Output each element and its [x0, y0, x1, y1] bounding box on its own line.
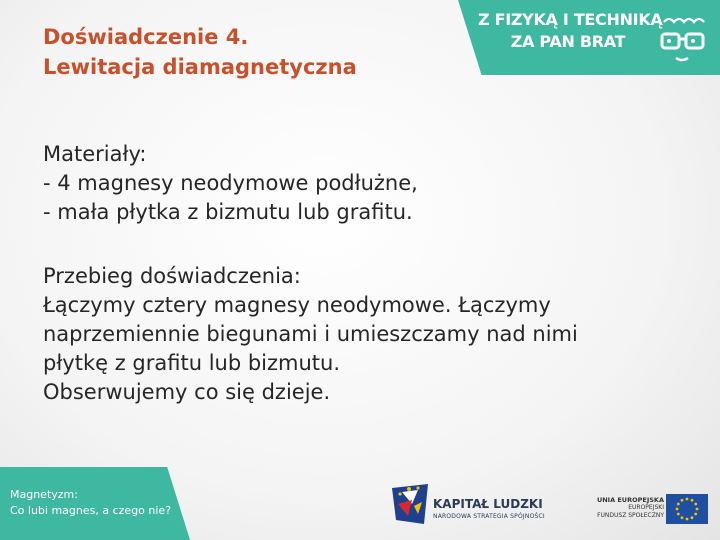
kapital-ludzki-text — [433, 497, 545, 520]
material-item: - 4 magnesy neodymowe podłużne, — [43, 171, 418, 195]
title-line-2: Lewitacja diamagnetyczna — [43, 55, 357, 79]
kapital-ludzki-logo — [388, 480, 433, 528]
brand-text — [478, 9, 663, 53]
footer-topic — [10, 487, 171, 519]
procedure-line: płytkę z grafitu lub bizmutu. — [43, 351, 341, 375]
material-item: - mała płytka z bizmutu lub grafitu. — [43, 200, 413, 224]
glasses-mustache-icon — [658, 8, 708, 64]
procedure-line: naprzemiennie biegunami i umieszczamy nad nimi — [43, 322, 578, 346]
brand-line-1: Z FIZYKĄ I TECHNIKĄ — [478, 10, 663, 29]
materials-heading: Materiały: — [43, 142, 147, 166]
page-title — [43, 22, 357, 82]
kapital-ludzki-subtitle: NARODOWA STRATEGIA SPÓJNOŚCI — [433, 513, 545, 520]
eu-title: UNIA EUROPEJSKA — [596, 496, 664, 504]
kapital-ludzki-title: KAPITAŁ LUDZKI — [433, 497, 543, 511]
eu-text — [572, 496, 664, 520]
eu-subtitle-2: FUNDUSZ SPOŁECZNY — [597, 512, 664, 519]
procedure-heading: Przebieg doświadczenia: — [43, 264, 301, 288]
eu-flag-icon — [666, 494, 708, 524]
eu-subtitle-1: EUROPEJSKI — [628, 504, 664, 511]
footer-topic-line-1: Magnetyzm: — [10, 488, 78, 501]
title-line-1: Doświadczenie 4. — [43, 25, 249, 49]
procedure-line: Łączymy cztery magnesy neodymowe. Łączymy — [43, 293, 551, 317]
slide-body — [43, 140, 683, 407]
footer-topic-line-2: Co lubi magnes, a czego nie? — [10, 504, 172, 517]
brand-line-2: ZA PAN BRAT — [510, 32, 626, 51]
procedure-line: Obserwujemy co się dzieje. — [43, 380, 331, 404]
